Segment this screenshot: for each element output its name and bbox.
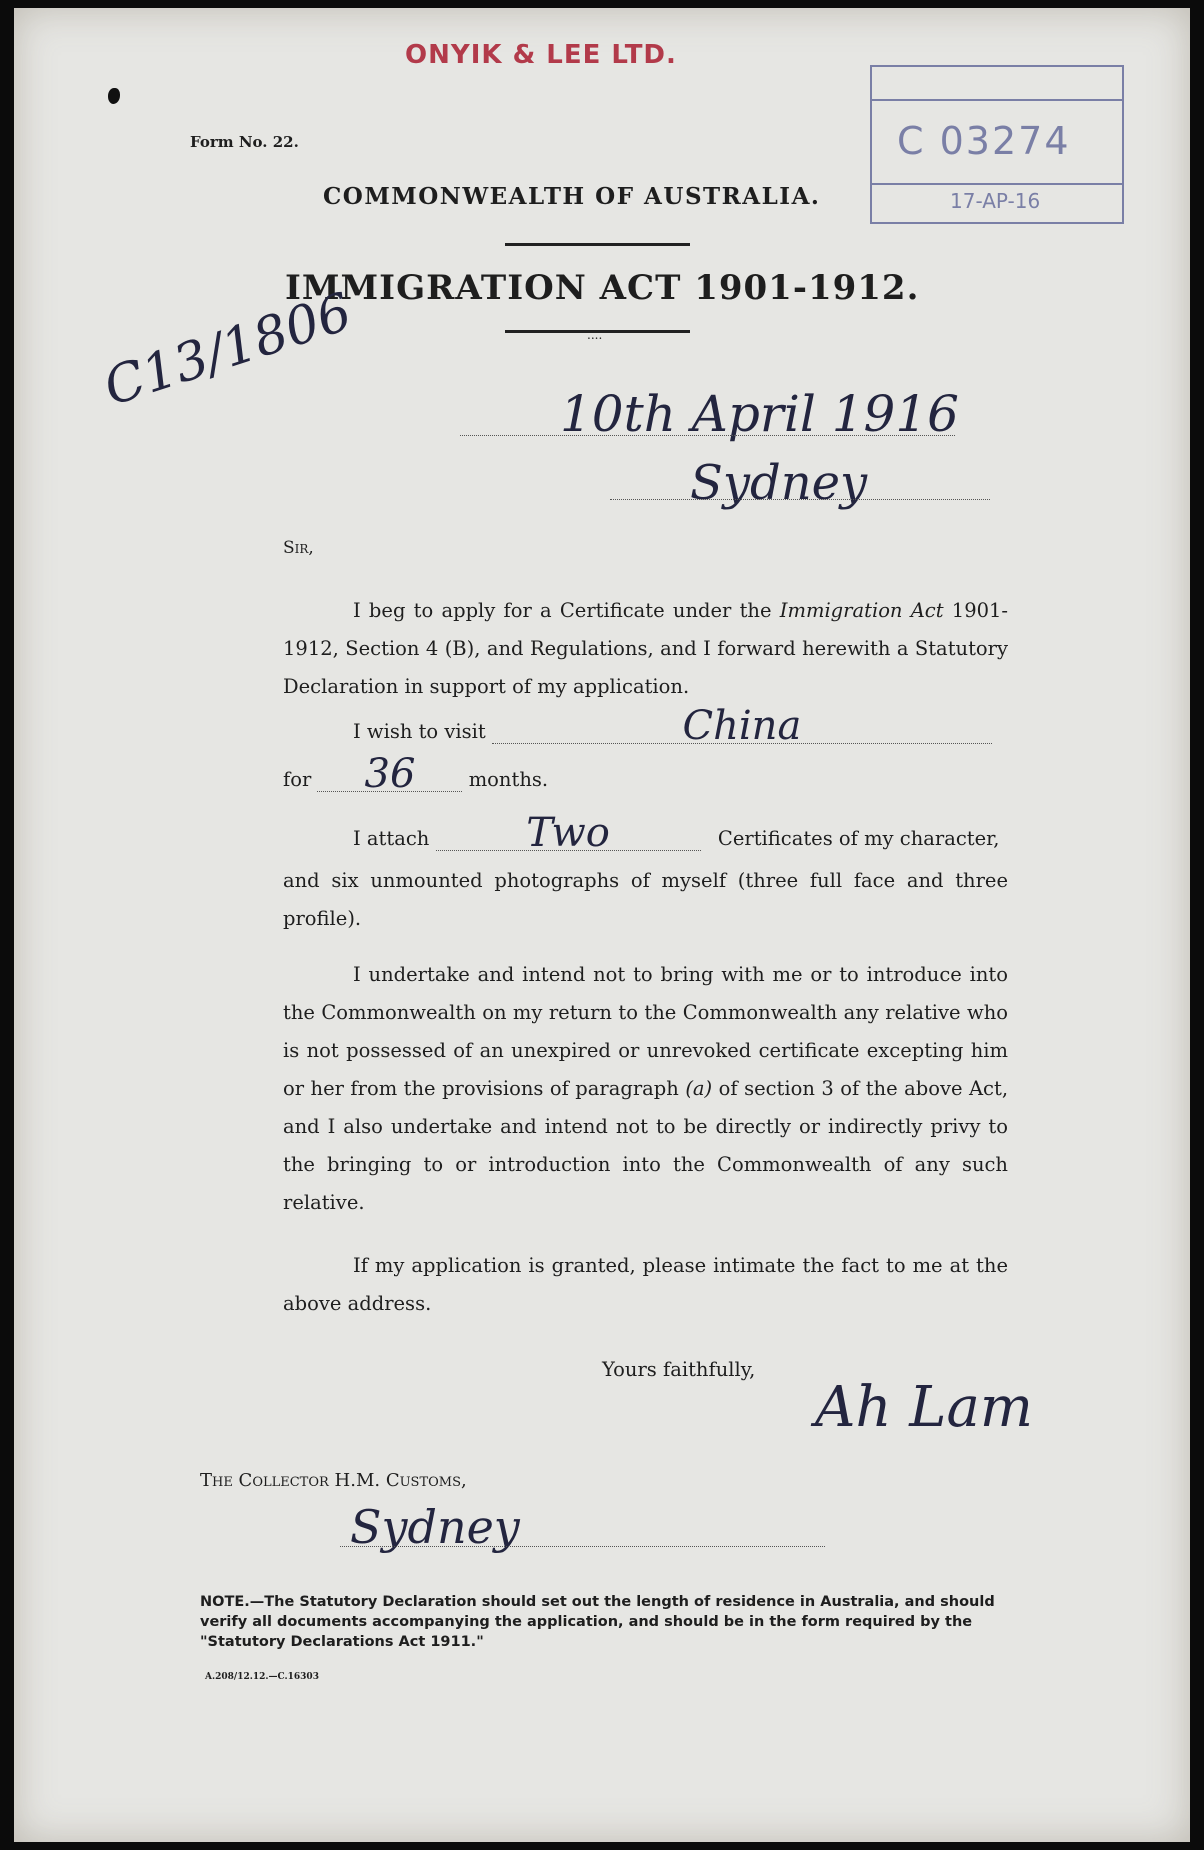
paragraph-undertake [283,956,1008,1222]
destination-field [492,703,992,749]
attach-count-value: Two [526,810,610,856]
attach-label: I attach [353,827,430,850]
duration-value: 36 [364,751,416,797]
file-reference: C13/1806 [96,281,359,419]
ornament-dots: .... [587,328,603,342]
date-line [460,435,955,436]
for-label: for [283,768,312,791]
undertake-text-start: I undertake and intend not to bring with me or to introduce into the Commonwealth on my return to the Commonwealth any relative who is not possessed of an unexpired or unrevoked certificate excepting him or her from the provisions of paragraph [283,963,1008,1100]
print-reference: A.208/12.12.—C.16303 [205,1672,319,1682]
duration-line [283,751,549,797]
addressee: The Collector H.M. Customs, [200,1470,467,1491]
duration-field [317,751,462,797]
addressee-place: Sydney [350,1500,520,1554]
visit-label: I wish to visit [353,720,486,743]
addressee-line [340,1546,825,1547]
signature: Ah Lam [815,1375,1033,1440]
act-title: IMMIGRATION ACT 1901-1912. [285,268,920,308]
note [200,1592,1015,1652]
handwritten-place: Sydney [690,455,868,511]
attach-line [353,810,1000,856]
company-stamp: ONYIK & LEE LTD. [405,40,677,70]
attach-continuation: and six unmounted photographs of myself (three full face and three profile). [283,869,1008,930]
destination-value: China [682,703,802,749]
apply-text-end: 1901-1912, Section 4 (B), and Regulations, and I forward herewith a Statutory Declaration in support of my application. [283,599,1009,698]
closing: Yours faithfully, [602,1358,756,1381]
months-label: months. [468,768,549,791]
registry-stamp [870,65,1124,224]
granted-text: If my application is granted, please intimate the fact to me at the above address. [283,1254,1008,1315]
paragraph-granted [283,1247,1008,1323]
handwritten-date: 10th April 1916 [560,385,959,443]
undertake-text-end: of section 3 of the above Act, and I also undertake and intend not to be directly or indirectly privy to the bringing to or introduction into the Commonwealth of any such relative. [283,1077,1009,1214]
attach-suffix: Certificates of my character, [717,827,1000,850]
act-name: Immigration Act [779,599,944,622]
note-label: NOTE. [200,1594,250,1610]
note-text: —The Statutory Declaration should set out the length of residence in Australia, and should verify all documents accompanying the application, and should be in the form required by the "Statutory Declarations Act 1911." [200,1594,995,1650]
registry-stamp-date: 17-AP-16 [950,189,1041,213]
divider-rule [505,243,690,246]
apply-text-start: I beg to apply for a Certificate under the [353,599,772,622]
place-line [610,499,990,500]
form-number: Form No. 22. [190,133,299,151]
registry-stamp-number: C 03274 [897,119,1071,163]
jurisdiction-heading: COMMONWEALTH OF AUSTRALIA. [323,183,821,210]
attach-count-field [436,810,701,856]
paragraph-apply [283,592,1008,706]
paragraph-reference: (a) [685,1077,713,1100]
salutation: Sir, [283,538,314,558]
visit-line [353,703,992,749]
